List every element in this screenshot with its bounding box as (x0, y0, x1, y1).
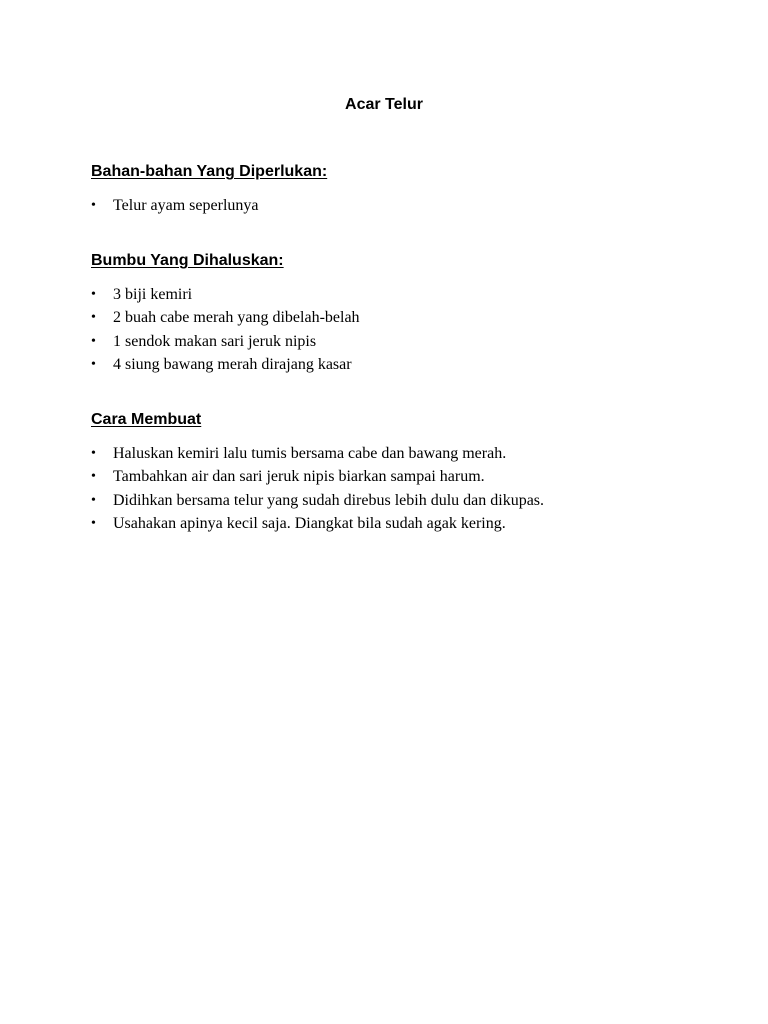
list-item (91, 306, 731, 329)
section-heading-spices: Bumbu Yang Dihaluskan: (91, 252, 284, 269)
list-item (91, 194, 731, 217)
section-ingredients (91, 160, 731, 217)
section-spices (91, 249, 731, 376)
list-item-text: Haluskan kemiri lalu tumis bersama cabe dan bawang merah. (113, 445, 507, 462)
bullet-icon: • (91, 492, 96, 508)
document-title: Acar Telur (345, 96, 423, 113)
list-item-text: Didihkan bersama telur yang sudah direbus lebih dulu dan dikupas. (113, 491, 545, 509)
list-item (91, 330, 731, 353)
bullet-icon: • (91, 356, 96, 372)
list-item-text: 4 siung bawang merah dirajang kasar (113, 355, 352, 373)
method-list (91, 442, 731, 535)
list-item (91, 353, 731, 376)
list-item-text: 2 buah cabe merah yang dibelah-belah (113, 309, 360, 327)
list-item (91, 442, 731, 465)
bullet-icon: • (91, 198, 96, 213)
bullet-icon: • (91, 310, 96, 326)
list-item-text: 1 sendok makan sari jeruk nipis (113, 332, 317, 350)
bullet-icon: • (91, 333, 96, 349)
list-item-text: Tambahkan air dan sari jeruk nipis biarkan sampai harum. (113, 468, 485, 486)
list-item (91, 489, 731, 512)
list-item-text: Usahakan apinya kecil saja. Diangkat bila sudah agak kering. (113, 514, 506, 532)
section-heading-method: Cara Membuat (91, 411, 202, 428)
spices-list (91, 283, 731, 376)
list-item-text: Telur ayam seperlunya (113, 197, 259, 214)
bullet-icon: • (91, 287, 96, 302)
bullet-icon: • (91, 446, 96, 461)
list-item (91, 283, 731, 306)
section-heading-ingredients: Bahan-bahan Yang Diperlukan: (91, 163, 328, 180)
list-item (91, 465, 731, 488)
list-item (91, 512, 731, 535)
bullet-icon: • (91, 469, 96, 485)
bullet-icon: • (91, 515, 96, 531)
section-method (91, 408, 731, 535)
ingredients-list (91, 194, 731, 217)
list-item-text: 3 biji kemiri (113, 286, 193, 303)
